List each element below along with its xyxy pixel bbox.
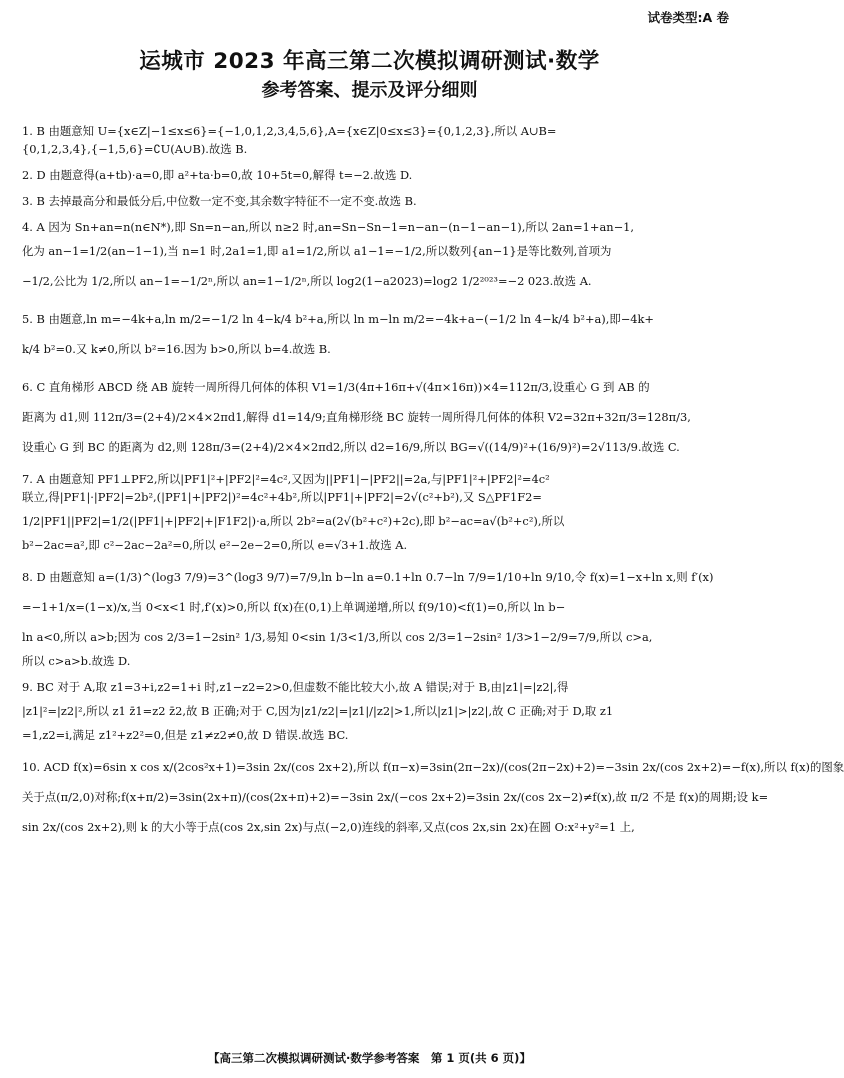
answer-line: 2. D 由题意得(a+tb)·a=0,即 a²+ta·b=0,故 10+5t=0,解得 t=−2.故选 D.	[22, 168, 413, 182]
answer-line: k/4 b²=0.又 k≠0,所以 b²=16.因为 b>0,所以 b=4.故选 B.	[22, 342, 331, 356]
answer-line: |z1|²=|z2|²,所以 z1 z̄1=z2 z̄2,故 B 正确;对于 C,因为|z1/z2|=|z1|/|z2|>1,所以|z1|>|z2|,故 C 正确;对于 D,取 z1	[22, 704, 614, 718]
answer-content	[22, 122, 844, 842]
line-gap	[22, 364, 722, 372]
answer-line: {0,1,2,3,4},{−1,5,6}=∁U(A∪B).故选 B.	[22, 142, 248, 156]
line-gap	[22, 210, 722, 218]
answer-line: 4. A 因为 Sn+an=n(n∈N*),即 Sn=n−an,所以 n≥2 时,an=Sn−Sn−1=n−an−(n−1−an−1),所以 2an=1+an−1,	[22, 220, 634, 234]
document-subtitle: 参考答案、提示及评分细则	[261, 80, 478, 101]
answer-line: 9. BC 对于 A,取 z1=3+i,z2=1+i 时,z1−z2=2>0,但虚数不能比较大小,故 A 错误;对于 B,由|z1|=|z2|,得	[22, 680, 569, 694]
answer-line: 7. A 由题意知 PF1⊥PF2,所以|PF1|²+|PF2|²=4c²,又因为||PF1|−|PF2||=2a,与|PF1|²+|PF2|²=4c²	[22, 472, 550, 486]
answer-line: 化为 an−1=1/2(an−1−1),当 n=1 时,2a1=1,即 a1=1/2,所以 a1−1=−1/2,所以数列{an−1}是等比数列,首项为	[22, 244, 612, 258]
answer-line: 联立,得|PF1|·|PF2|=2b²,(|PF1|+|PF2|)²=4c²+4b²,所以|PF1|+|PF2|=2√(c²+b²),又 S△PF1F2=	[22, 490, 542, 504]
document-title: 运城市 2023 年高三第二次模拟调研测试·数学	[139, 49, 600, 74]
answer-line: 所以 c>a>b.故选 D.	[22, 654, 131, 668]
answer-line: −1/2,公比为 1/2,所以 an−1=−1/2ⁿ,所以 an=1−1/2ⁿ,所以 log2(1−a2023)=log2 1/2²⁰²³=−2 023.故选 A.	[22, 274, 592, 288]
line-gap	[22, 554, 722, 562]
line-gap	[22, 158, 722, 166]
line-gap	[22, 744, 722, 752]
page-footer: 【高三第二次模拟调研测试·数学参考答案 第 1 页(共 6 页)】	[208, 1051, 531, 1065]
answer-line: 设重心 G 到 BC 的距离为 d2,则 128π/3=(2+4)/2×4×2πd2,所以 d2=16/9,所以 BG=√((14/9)²+(16/9)²)=2√113/9.故选 C.	[22, 440, 680, 454]
answer-line: =−1+1/x=(1−x)/x,当 0<x<1 时,f′(x)>0,所以 f(x)在(0,1)上单调递增,所以 f(9/10)<f(1)=0,所以 ln b−	[22, 600, 566, 614]
answer-line: 8. D 由题意知 a=(1/3)^(log3 7/9)=3^(log3 9/7)=7/9,ln b−ln a=0.1+ln 0.7−ln 7/9=1/10+ln 9/10,令 f(x)=1−x+ln x,则 f′(x)	[22, 570, 714, 584]
line-gap	[22, 462, 722, 470]
answer-line: 3. B 去掉最高分和最低分后,中位数一定不变,其余数字特征不一定不变.故选 B.	[22, 194, 417, 208]
answer-line: b²−2ac=a²,即 c²−2ac−2a²=0,所以 e²−2e−2=0,所以 e=√3+1.故选 A.	[22, 538, 408, 552]
answer-line: 10. ACD f(x)=6sin x cos x/(2cos²x+1)=3sin 2x/(cos 2x+2),所以 f(π−x)=3sin(2π−2x)/(cos(2π−2x)+2)=−3sin 2x/(cos 2x+2)=−f(x),所以 f(x)的图象	[22, 760, 844, 774]
line-gap	[22, 296, 722, 304]
answer-line: 5. B 由题意,ln m=−4k+a,ln m/2=−1/2 ln 4−k/4 b²+a,所以 ln m−ln m/2=−4k+a−(−1/2 ln 4−k/4 b²+a),即−4k+	[22, 312, 654, 326]
answer-line: 1/2|PF1||PF2|=1/2(|PF1|+|PF2|+|F1F2|)·a,所以 2b²=a(2√(b²+c²)+2c),即 b²−ac=a√(b²+c²),所以	[22, 514, 565, 528]
answer-line: ln a<0,所以 a>b;因为 cos 2/3=1−2sin² 1/3,易知 0<sin 1/3<1/3,所以 cos 2/3=1−2sin² 1/3>1−2/9=7/9,所以 c>a,	[22, 630, 653, 644]
line-gap	[22, 184, 722, 192]
answer-line: sin 2x/(cos 2x+2),则 k 的大小等于点(cos 2x,sin 2x)与点(−2,0)连线的斜率,又点(cos 2x,sin 2x)在圆 O:x²+y²=1 上,	[22, 820, 635, 834]
answer-line: 6. C 直角梯形 ABCD 绕 AB 旋转一周所得几何体的体积 V1=1/3(4π+16π+√(4π×16π))×4=112π/3,设重心 G 到 AB 的	[22, 380, 650, 394]
line-gap	[22, 670, 722, 678]
answer-line: 距离为 d1,则 112π/3=(2+4)/2×4×2πd1,解得 d1=14/9;直角梯形绕 BC 旋转一周所得几何体的体积 V2=32π+32π/3=128π/3,	[22, 410, 691, 424]
answer-line: 1. B 由题意知 U={x∈Z|−1≤x≤6}={−1,0,1,2,3,4,5,6},A={x∈Z|0≤x≤3}={0,1,2,3},所以 A∪B=	[22, 124, 557, 138]
answer-line: =1,z2=i,满足 z1²+z2²=0,但是 z1≠z2≠0,故 D 错误.故选 BC.	[22, 728, 349, 742]
answer-line: 关于点(π/2,0)对称;f(x+π/2)=3sin(2x+π)/(cos(2x+π)+2)=−3sin 2x/(−cos 2x+2)=3sin 2x/(cos 2x−2)≠f(x),故 π/2 不是 f(x)的周期;设 k=	[22, 790, 769, 804]
paper-type-tag: 试卷类型:A 卷	[647, 10, 729, 25]
